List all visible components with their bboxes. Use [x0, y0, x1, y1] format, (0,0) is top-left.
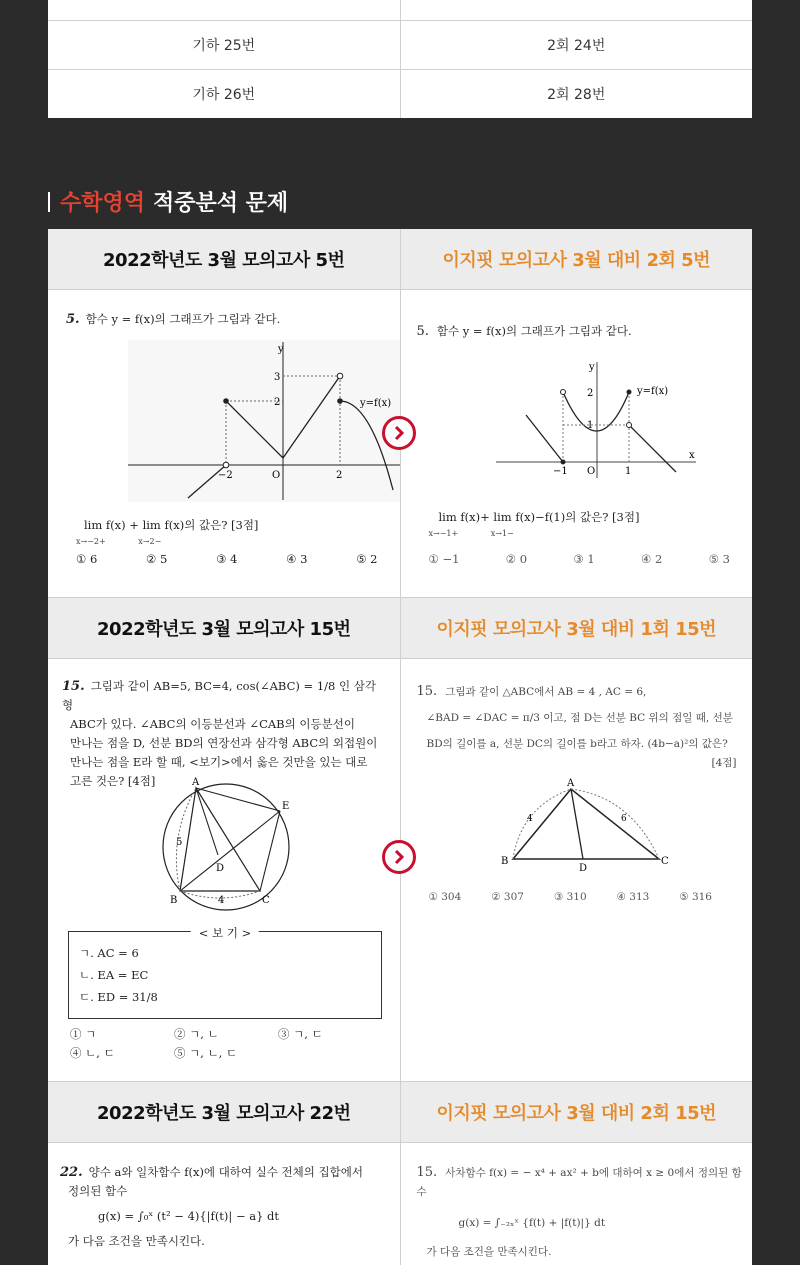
comparison-block-2 [48, 597, 752, 1082]
question-line: ∠BAD = ∠DAC = π/3 이고, 점 D는 선분 BC 위의 점일 때, 선분 [426, 712, 733, 724]
svg-text:D: D [578, 863, 587, 873]
svg-text:5: 5 [176, 837, 183, 848]
choice-3: ③ 310 [553, 891, 587, 903]
bogi-box [68, 926, 382, 1019]
question-number: 22. [60, 1165, 83, 1180]
question-number: 15. [62, 679, 85, 694]
section-title-accent: 수학영역 [60, 191, 146, 216]
svg-text:−2: −2 [218, 470, 233, 481]
choice-4: ④ 2 [641, 552, 663, 566]
bogi-item: ㄱ. AC = 6 [79, 946, 139, 960]
limit-text: lim f(x)+ lim f(x)−f(1)의 값은? [3점] [438, 510, 640, 524]
choice-4: ④ 3 [286, 552, 308, 566]
choice-2: ② ㄱ, ㄴ [174, 1027, 219, 1041]
choice-1: ① 6 [76, 552, 98, 566]
question-stem [66, 310, 280, 329]
table-cell: 2회 24번 [547, 38, 606, 54]
comparison-body [48, 1143, 752, 1265]
svg-text:O: O [272, 470, 281, 481]
question-stem [417, 679, 737, 769]
original-question [48, 290, 406, 597]
question-line: 정의된 함수 [68, 1184, 128, 1198]
points-label: [4점] [711, 757, 737, 769]
choice-4: ④ 313 [616, 891, 650, 903]
svg-text:y: y [278, 344, 284, 355]
svg-text:2: 2 [586, 388, 593, 399]
limit-subscripts [76, 532, 161, 551]
choice-2: ② 307 [491, 891, 524, 903]
choice-4: ④ ㄴ, ㄷ [70, 1046, 115, 1060]
mock-question [401, 1143, 753, 1265]
bogi-item: ㄴ. EA = EC [79, 968, 149, 982]
chevron-right-icon [392, 850, 406, 864]
question-text: 함수 y = f(x)의 그래프가 그림과 같다. [436, 324, 632, 338]
question-line: 양수 a와 일차함수 f(x)에 대하여 실수 전체의 집합에서 [88, 1165, 363, 1179]
original-exam-title: 2022학년도 3월 모의고사 5번 [48, 229, 401, 289]
limit-sub-1: x→−2+ [76, 537, 106, 546]
comparison-header [48, 1082, 752, 1143]
triangle-circle-figure [156, 777, 296, 917]
comparison-block-1 [48, 229, 752, 597]
question-text: 함수 y = f(x)의 그래프가 그림과 같다. [85, 312, 281, 326]
question-line: 사차함수 f(x) = − x⁴ + ax² + b에 대하여 x ≥ 0에서 정의된 함수 [416, 1167, 742, 1198]
svg-text:−1: −1 [552, 466, 568, 477]
svg-text:y=f(x): y=f(x) [360, 398, 392, 409]
question-number: 15. [416, 684, 438, 699]
choice-1: ① −1 [428, 552, 460, 566]
svg-text:x: x [688, 450, 695, 461]
mock-exam-title: 이지핏 모의고사 3월 대비 2회 5번 [442, 250, 711, 271]
next-arrow-button[interactable] [382, 416, 416, 450]
svg-text:x: x [400, 452, 406, 463]
svg-text:C: C [660, 856, 669, 867]
next-arrow-button[interactable] [382, 840, 416, 874]
choice-5: ⑤ 3 [708, 552, 730, 566]
comparison-header [48, 229, 752, 290]
table-cell: 2회 28번 [547, 87, 606, 103]
answer-choices [76, 552, 378, 566]
question-stem [417, 322, 632, 341]
choice-5: ⑤ ㄱ, ㄴ, ㄷ [174, 1046, 238, 1060]
question-line: 그림과 같이 AB=5, BC=4, cos(∠ABC) = 1/8 인 삼각형 [62, 679, 376, 712]
function-graph [118, 340, 406, 502]
function-graph [491, 360, 701, 480]
bogi-title: < 보 기 > [191, 922, 259, 944]
svg-text:E: E [282, 801, 290, 812]
svg-text:D: D [216, 863, 225, 874]
original-exam-title: 2022학년도 3월 모의고사 15번 [48, 598, 401, 658]
question-line: 만나는 점을 D, 선분 BD의 연장선과 삼각형 ABC의 외접원이 [70, 736, 378, 750]
question-line: 가 다음 조건을 만족시킨다. [68, 1234, 205, 1248]
question-stem [60, 1163, 380, 1251]
comparison-body [48, 290, 752, 597]
mock-question [401, 659, 753, 1082]
mock-exam-title: 이지핏 모의고사 3월 대비 1회 15번 [436, 619, 717, 640]
table-cell: 기하 25번 [48, 21, 401, 69]
question-number: 5. [66, 312, 80, 327]
bogi-item: ㄷ. ED = 31/8 [79, 990, 158, 1004]
limit-sub-2: x→2− [138, 537, 162, 546]
comparison-header [48, 598, 752, 659]
svg-text:4: 4 [526, 814, 533, 824]
original-question [48, 1143, 401, 1265]
mock-exam-title: 이지핏 모의고사 3월 대비 2회 15번 [436, 1103, 717, 1124]
question-line: 만나는 점을 E라 할 때, <보기>에서 옳은 것만을 있는 대로 [70, 755, 368, 769]
question-line: 고른 것은? [4점] [70, 774, 156, 788]
svg-text:y=f(x): y=f(x) [636, 386, 668, 397]
integral-formula: g(x) = ∫₀ˣ (t² − 4){|f(t)| − a} dt [98, 1209, 280, 1223]
question-number: 15. [416, 1165, 438, 1180]
svg-text:1: 1 [624, 466, 631, 477]
svg-text:y: y [588, 362, 595, 373]
comparison-body [48, 659, 752, 1082]
integral-formula: g(x) = ∫₋₂ₓˣ {f(t) + |f(t)|} dt [458, 1217, 606, 1229]
choice-5: ⑤ 2 [356, 552, 378, 566]
chevron-right-icon [392, 426, 406, 440]
original-question [48, 659, 401, 1082]
question-line: BD의 길이를 a, 선분 DC의 길이를 b라고 하자. (4b−a)²의 값은? [426, 738, 728, 750]
svg-text:C: C [262, 895, 270, 906]
question-line: 가 다음 조건을 만족시킨다. [426, 1246, 552, 1258]
summary-table [48, 0, 752, 118]
question-number: 5. [416, 324, 429, 339]
choice-3: ③ 1 [573, 552, 595, 566]
choice-1: ① 304 [428, 891, 462, 903]
choice-2: ② 5 [146, 552, 168, 566]
section-title [48, 186, 288, 217]
table-cell [48, 0, 401, 20]
answer-choices [429, 891, 713, 903]
comparison-block-3 [48, 1081, 752, 1265]
triangle-figure [491, 777, 681, 873]
limit-text: lim f(x) + lim f(x)의 값은? [3점] [84, 518, 259, 532]
question-stem [62, 677, 382, 791]
answer-choices [429, 552, 731, 566]
choice-1: ① ㄱ [70, 1027, 97, 1041]
svg-text:1: 1 [586, 420, 593, 431]
original-exam-title: 2022학년도 3월 모의고사 22번 [48, 1082, 401, 1142]
question-stem [417, 1163, 747, 1262]
svg-text:6: 6 [620, 814, 627, 824]
title-bar-divider [48, 192, 50, 212]
svg-text:A: A [566, 778, 574, 789]
svg-text:O: O [586, 466, 595, 477]
limit-sub-2: x→1− [490, 529, 514, 538]
svg-text:B: B [170, 895, 178, 906]
svg-text:2: 2 [274, 397, 281, 408]
question-line: ABC가 있다. ∠ABC의 이등분선과 ∠CAB의 이등분선이 [70, 717, 355, 731]
limit-sub-1: x→−1+ [428, 529, 459, 538]
choice-2: ② 0 [505, 552, 528, 566]
svg-text:4: 4 [218, 895, 225, 906]
svg-text:2: 2 [336, 470, 343, 481]
choice-5: ⑤ 316 [679, 891, 712, 903]
choice-3: ③ ㄱ, ㄷ [278, 1027, 323, 1041]
question-line: 그림과 같이 △ABC에서 AB = 4 , AC = 6, [445, 686, 647, 698]
limit-subscripts [429, 524, 514, 543]
answer-choices [70, 1025, 370, 1063]
mock-question [401, 290, 753, 597]
choice-3: ③ 4 [216, 552, 238, 566]
table-row [48, 0, 752, 21]
svg-text:A: A [192, 777, 200, 788]
table-row [48, 21, 752, 70]
section-title-rest: 적중분석 문제 [153, 191, 289, 216]
table-cell: 기하 26번 [48, 70, 401, 118]
svg-text:3: 3 [274, 372, 281, 383]
table-row [48, 70, 752, 118]
table-cell [401, 0, 753, 20]
svg-text:B: B [500, 856, 508, 867]
